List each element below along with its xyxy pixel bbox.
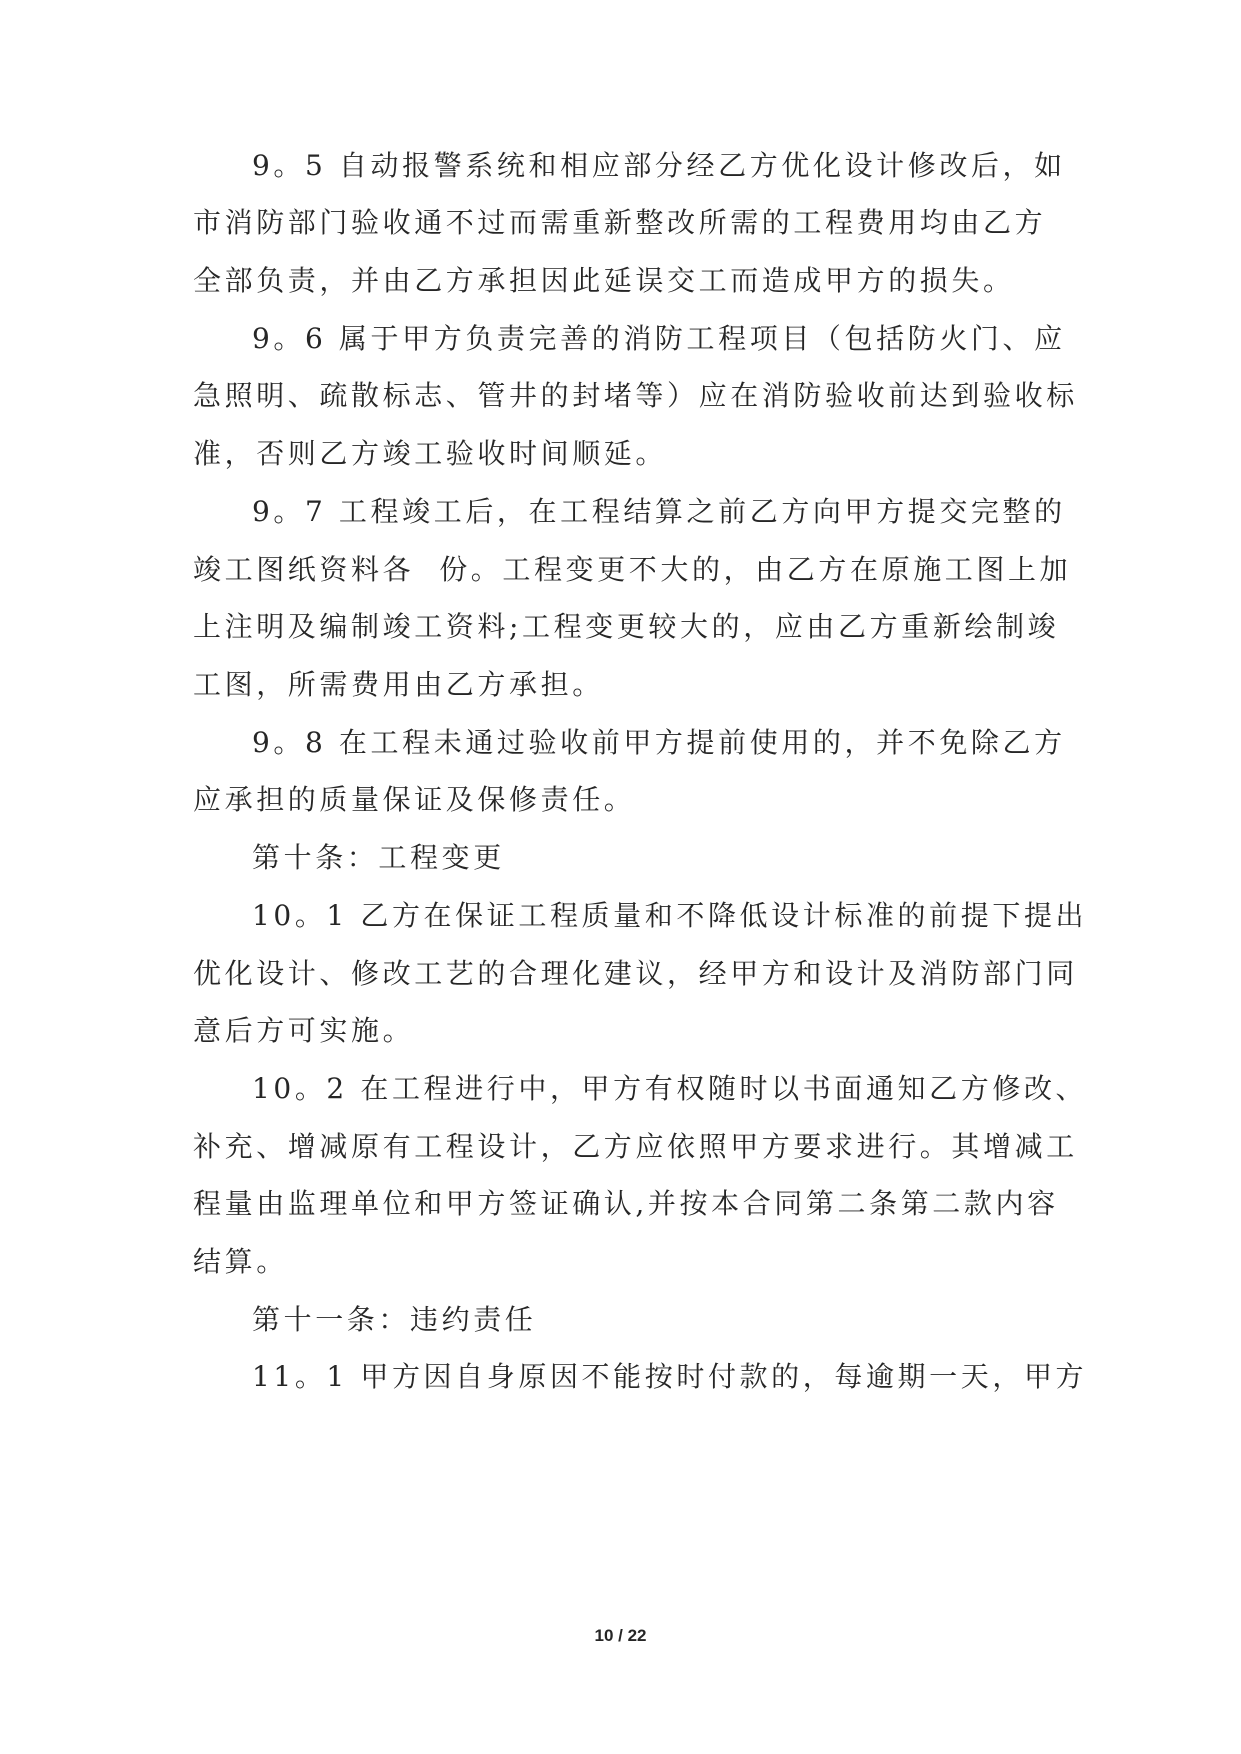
text-line: 9。7 工程竣工后，在工程结算之前乙方向甲方提交完整的	[252, 495, 1066, 528]
text-line: 11。1 甲方因自身原因不能按时付款的，每逾期一天，甲方	[252, 1360, 1088, 1393]
text-line: 全部负责，并由乙方承担因此延误交工而造成甲方的损失。	[193, 264, 1015, 297]
text-line: 应承担的质量保证及保修责任。	[193, 783, 636, 816]
text-line: 优化设计、修改工艺的合理化建议，经甲方和设计及消防部门同	[193, 957, 1078, 990]
text-line: 市消防部门验收通不过而需重新整改所需的工程费用均由乙方	[193, 206, 1047, 239]
text-line: 意后方可实施。	[193, 1014, 415, 1047]
text-line: 上注明及编制竣工资料;工程变更较大的，应由乙方重新绘制竣	[193, 610, 1060, 643]
text-line: 第十条：工程变更	[252, 841, 505, 874]
text-line: 9。8 在工程未通过验收前甲方提前使用的，并不免除乙方	[252, 726, 1066, 759]
text-line: 10。2 在工程进行中，甲方有权随时以书面通知乙方修改、	[252, 1072, 1088, 1105]
text-line: 程量由监理单位和甲方签证确认,并按本合同第二条第二款内容	[193, 1187, 1059, 1220]
text-line: 9。6 属于甲方负责完善的消防工程项目（包括防火门、应	[252, 322, 1066, 355]
text-line: 工图，所需费用由乙方承担。	[193, 668, 604, 701]
text-line: 9。5 自动报警系统和相应部分经乙方优化设计修改后，如	[252, 149, 1066, 182]
text-line: 第十一条：违约责任	[252, 1303, 537, 1336]
text-line: 准，否则乙方竣工验收时间顺延。	[193, 437, 668, 470]
text-line: 补充、增减原有工程设计，乙方应依照甲方要求进行。其增减工	[193, 1130, 1078, 1163]
text-line: 急照明、疏散标志、管井的封堵等）应在消防验收前达到验收标	[193, 379, 1078, 412]
text-line: 结算。	[193, 1245, 288, 1278]
text-line: 10。1 乙方在保证工程质量和不降低设计标准的前提下提出	[252, 899, 1088, 932]
page-number: 10 / 22	[594, 1626, 647, 1645]
text-line: 竣工图纸资料各 份。工程变更不大的，由乙方在原施工图上加	[193, 553, 1072, 586]
